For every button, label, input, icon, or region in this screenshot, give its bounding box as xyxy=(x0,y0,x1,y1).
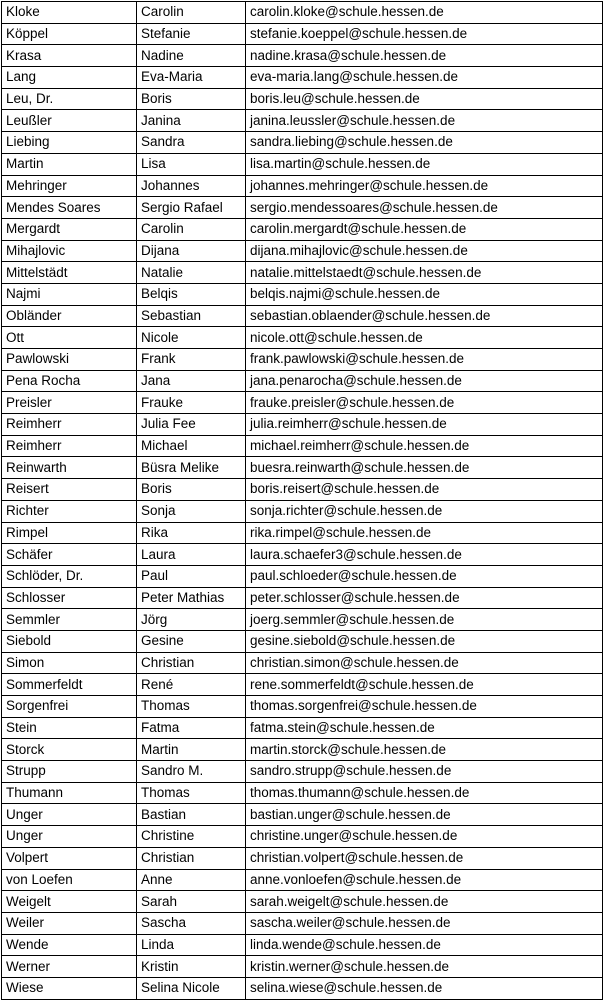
email-cell: frauke.preisler@schule.hessen.de xyxy=(246,392,603,414)
last-name-cell: Leußler xyxy=(2,110,137,132)
last-name-cell: Unger xyxy=(2,804,137,826)
last-name-cell: Pawlowski xyxy=(2,349,137,371)
table-row xyxy=(2,283,603,305)
table-row xyxy=(2,869,603,891)
first-name-cell: Bastian xyxy=(137,804,246,826)
first-name-cell: Büsra Melike xyxy=(137,457,246,479)
table-row xyxy=(2,912,603,934)
last-name-cell: Reimherr xyxy=(2,414,137,436)
first-name-cell: Michael xyxy=(137,435,246,457)
table-row xyxy=(2,392,603,414)
last-name-cell: Obländer xyxy=(2,305,137,327)
email-cell: christian.simon@schule.hessen.de xyxy=(246,652,603,674)
last-name-cell: Strupp xyxy=(2,761,137,783)
first-name-cell: Sandro M. xyxy=(137,761,246,783)
last-name-cell: Liebing xyxy=(2,132,137,154)
table-row xyxy=(2,435,603,457)
first-name-cell: Julia Fee xyxy=(137,414,246,436)
email-cell: rene.sommerfeldt@schule.hessen.de xyxy=(246,674,603,696)
last-name-cell: Sommerfeldt xyxy=(2,674,137,696)
first-name-cell: Christian xyxy=(137,847,246,869)
email-cell: christine.unger@schule.hessen.de xyxy=(246,826,603,848)
last-name-cell: Köppel xyxy=(2,23,137,45)
table-row xyxy=(2,934,603,956)
last-name-cell: Siebold xyxy=(2,630,137,652)
table-row xyxy=(2,132,603,154)
email-cell: stefanie.koeppel@schule.hessen.de xyxy=(246,23,603,45)
last-name-cell: Preisler xyxy=(2,392,137,414)
first-name-cell: Stefanie xyxy=(137,23,246,45)
last-name-cell: Lang xyxy=(2,67,137,89)
table-row xyxy=(2,956,603,978)
table-row xyxy=(2,652,603,674)
email-cell: martin.storck@schule.hessen.de xyxy=(246,739,603,761)
first-name-cell: Gesine xyxy=(137,630,246,652)
email-cell: sarah.weigelt@schule.hessen.de xyxy=(246,891,603,913)
first-name-cell: Thomas xyxy=(137,782,246,804)
table-row xyxy=(2,370,603,392)
last-name-cell: Schlosser xyxy=(2,587,137,609)
first-name-cell: Linda xyxy=(137,934,246,956)
table-row xyxy=(2,565,603,587)
last-name-cell: Weigelt xyxy=(2,891,137,913)
table-row xyxy=(2,2,603,24)
email-cell: natalie.mittelstaedt@schule.hessen.de xyxy=(246,262,603,284)
last-name-cell: Simon xyxy=(2,652,137,674)
first-name-cell: Sergio Rafael xyxy=(137,197,246,219)
last-name-cell: Stein xyxy=(2,717,137,739)
last-name-cell: Martin xyxy=(2,153,137,175)
first-name-cell: Sarah xyxy=(137,891,246,913)
email-cell: frank.pawlowski@schule.hessen.de xyxy=(246,349,603,371)
first-name-cell: Laura xyxy=(137,544,246,566)
table-row xyxy=(2,739,603,761)
table-row xyxy=(2,674,603,696)
email-cell: rika.rimpel@schule.hessen.de xyxy=(246,522,603,544)
email-cell: julia.reimherr@schule.hessen.de xyxy=(246,414,603,436)
email-cell: dijana.mihajlovic@schule.hessen.de xyxy=(246,240,603,262)
last-name-cell: Sorgenfrei xyxy=(2,696,137,718)
first-name-cell: Sonja xyxy=(137,500,246,522)
last-name-cell: Mergardt xyxy=(2,218,137,240)
first-name-cell: Frank xyxy=(137,349,246,371)
table-row xyxy=(2,544,603,566)
first-name-cell: Boris xyxy=(137,88,246,110)
last-name-cell: Weiler xyxy=(2,912,137,934)
table-row xyxy=(2,197,603,219)
table-row xyxy=(2,479,603,501)
table-row xyxy=(2,327,603,349)
email-cell: johannes.mehringer@schule.hessen.de xyxy=(246,175,603,197)
last-name-cell: Leu, Dr. xyxy=(2,88,137,110)
first-name-cell: Thomas xyxy=(137,696,246,718)
last-name-cell: Reisert xyxy=(2,479,137,501)
first-name-cell: Christian xyxy=(137,652,246,674)
email-cell: selina.wiese@schule.hessen.de xyxy=(246,977,603,999)
email-cell: sandro.strupp@schule.hessen.de xyxy=(246,761,603,783)
first-name-cell: Sandra xyxy=(137,132,246,154)
first-name-cell: Jana xyxy=(137,370,246,392)
first-name-cell: Belqis xyxy=(137,283,246,305)
email-cell: buesra.reinwarth@schule.hessen.de xyxy=(246,457,603,479)
last-name-cell: Thumann xyxy=(2,782,137,804)
first-name-cell: Selina Nicole xyxy=(137,977,246,999)
email-cell: sonja.richter@schule.hessen.de xyxy=(246,500,603,522)
first-name-cell: Nicole xyxy=(137,327,246,349)
table-row xyxy=(2,45,603,67)
email-cell: sandra.liebing@schule.hessen.de xyxy=(246,132,603,154)
last-name-cell: von Loefen xyxy=(2,869,137,891)
email-cell: peter.schlosser@schule.hessen.de xyxy=(246,587,603,609)
table-row xyxy=(2,977,603,999)
first-name-cell: Boris xyxy=(137,479,246,501)
table-row xyxy=(2,804,603,826)
table-row xyxy=(2,175,603,197)
last-name-cell: Unger xyxy=(2,826,137,848)
first-name-cell: Sascha xyxy=(137,912,246,934)
email-cell: sergio.mendessoares@schule.hessen.de xyxy=(246,197,603,219)
email-cell: belqis.najmi@schule.hessen.de xyxy=(246,283,603,305)
email-cell: carolin.mergardt@schule.hessen.de xyxy=(246,218,603,240)
last-name-cell: Reinwarth xyxy=(2,457,137,479)
last-name-cell: Semmler xyxy=(2,609,137,631)
last-name-cell: Storck xyxy=(2,739,137,761)
first-name-cell: Kristin xyxy=(137,956,246,978)
email-cell: nicole.ott@schule.hessen.de xyxy=(246,327,603,349)
email-cell: sebastian.oblaender@schule.hessen.de xyxy=(246,305,603,327)
table-row xyxy=(2,847,603,869)
first-name-cell: Nadine xyxy=(137,45,246,67)
first-name-cell: Anne xyxy=(137,869,246,891)
table-row xyxy=(2,609,603,631)
last-name-cell: Kloke xyxy=(2,2,137,24)
email-cell: michael.reimherr@schule.hessen.de xyxy=(246,435,603,457)
table-row xyxy=(2,414,603,436)
table-row xyxy=(2,349,603,371)
email-cell: jana.penarocha@schule.hessen.de xyxy=(246,370,603,392)
table-row xyxy=(2,500,603,522)
table-row xyxy=(2,891,603,913)
first-name-cell: Janina xyxy=(137,110,246,132)
first-name-cell: René xyxy=(137,674,246,696)
last-name-cell: Mittelstädt xyxy=(2,262,137,284)
table-row xyxy=(2,782,603,804)
first-name-cell: Rika xyxy=(137,522,246,544)
email-cell: kristin.werner@schule.hessen.de xyxy=(246,956,603,978)
email-cell: thomas.sorgenfrei@schule.hessen.de xyxy=(246,696,603,718)
email-cell: lisa.martin@schule.hessen.de xyxy=(246,153,603,175)
last-name-cell: Schlöder, Dr. xyxy=(2,565,137,587)
first-name-cell: Frauke xyxy=(137,392,246,414)
table-row xyxy=(2,88,603,110)
email-cell: boris.reisert@schule.hessen.de xyxy=(246,479,603,501)
last-name-cell: Mehringer xyxy=(2,175,137,197)
email-cell: eva-maria.lang@schule.hessen.de xyxy=(246,67,603,89)
table-row xyxy=(2,717,603,739)
email-cell: paul.schloeder@schule.hessen.de xyxy=(246,565,603,587)
table-row xyxy=(2,110,603,132)
last-name-cell: Volpert xyxy=(2,847,137,869)
table-row xyxy=(2,826,603,848)
table-row xyxy=(2,587,603,609)
first-name-cell: Peter Mathias xyxy=(137,587,246,609)
email-cell: bastian.unger@schule.hessen.de xyxy=(246,804,603,826)
first-name-cell: Johannes xyxy=(137,175,246,197)
table-row xyxy=(2,761,603,783)
table-row xyxy=(2,153,603,175)
last-name-cell: Richter xyxy=(2,500,137,522)
email-cell: christian.volpert@schule.hessen.de xyxy=(246,847,603,869)
last-name-cell: Wende xyxy=(2,934,137,956)
first-name-cell: Paul xyxy=(137,565,246,587)
email-cell: laura.schaefer3@schule.hessen.de xyxy=(246,544,603,566)
table-row xyxy=(2,218,603,240)
last-name-cell: Mihajlovic xyxy=(2,240,137,262)
staff-table-body xyxy=(2,2,603,1000)
first-name-cell: Natalie xyxy=(137,262,246,284)
email-cell: nadine.krasa@schule.hessen.de xyxy=(246,45,603,67)
last-name-cell: Ott xyxy=(2,327,137,349)
table-row xyxy=(2,305,603,327)
last-name-cell: Mendes Soares xyxy=(2,197,137,219)
first-name-cell: Sebastian xyxy=(137,305,246,327)
first-name-cell: Carolin xyxy=(137,2,246,24)
email-cell: sascha.weiler@schule.hessen.de xyxy=(246,912,603,934)
last-name-cell: Reimherr xyxy=(2,435,137,457)
staff-contact-table xyxy=(1,1,603,1000)
table-row xyxy=(2,67,603,89)
first-name-cell: Lisa xyxy=(137,153,246,175)
first-name-cell: Eva-Maria xyxy=(137,67,246,89)
last-name-cell: Schäfer xyxy=(2,544,137,566)
email-cell: carolin.kloke@schule.hessen.de xyxy=(246,2,603,24)
last-name-cell: Pena Rocha xyxy=(2,370,137,392)
table-row xyxy=(2,262,603,284)
table-row xyxy=(2,457,603,479)
last-name-cell: Najmi xyxy=(2,283,137,305)
table-row xyxy=(2,630,603,652)
email-cell: janina.leussler@schule.hessen.de xyxy=(246,110,603,132)
last-name-cell: Krasa xyxy=(2,45,137,67)
email-cell: thomas.thumann@schule.hessen.de xyxy=(246,782,603,804)
first-name-cell: Carolin xyxy=(137,218,246,240)
first-name-cell: Dijana xyxy=(137,240,246,262)
first-name-cell: Fatma xyxy=(137,717,246,739)
last-name-cell: Rimpel xyxy=(2,522,137,544)
last-name-cell: Wiese xyxy=(2,977,137,999)
email-cell: fatma.stein@schule.hessen.de xyxy=(246,717,603,739)
email-cell: anne.vonloefen@schule.hessen.de xyxy=(246,869,603,891)
table-row xyxy=(2,522,603,544)
first-name-cell: Christine xyxy=(137,826,246,848)
table-row xyxy=(2,240,603,262)
table-row xyxy=(2,696,603,718)
email-cell: boris.leu@schule.hessen.de xyxy=(246,88,603,110)
email-cell: joerg.semmler@schule.hessen.de xyxy=(246,609,603,631)
last-name-cell: Werner xyxy=(2,956,137,978)
first-name-cell: Jörg xyxy=(137,609,246,631)
first-name-cell: Martin xyxy=(137,739,246,761)
email-cell: linda.wende@schule.hessen.de xyxy=(246,934,603,956)
table-row xyxy=(2,23,603,45)
email-cell: gesine.siebold@schule.hessen.de xyxy=(246,630,603,652)
